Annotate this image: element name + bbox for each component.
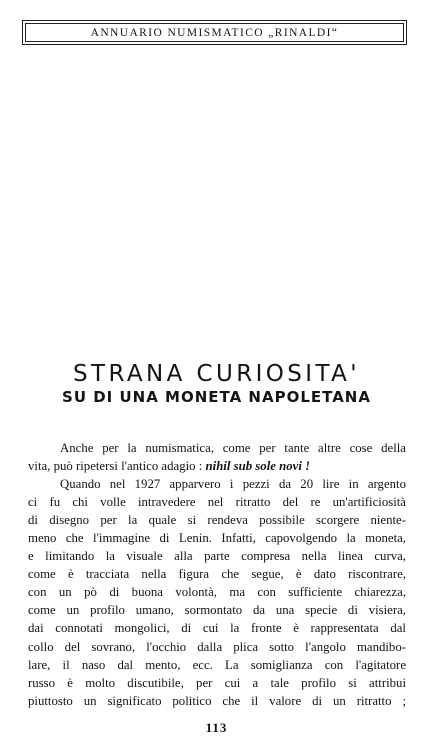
body-line: Anche per la numismatica, come per tante altre cose della — [60, 441, 406, 455]
body-line: meno che l'immagine di Lenin. Infatti, capovolgendo la moneta, — [28, 531, 406, 546]
body-line: dai connotati mongolici, di cui la fronte è rappresentata dal — [28, 621, 406, 636]
body-line: russo è molto discutibile, per cui a tale profilo si attribui — [28, 675, 406, 690]
running-head-frame — [22, 20, 407, 45]
body-line-text: vita, può ripetersi l'antico adagio : — [28, 459, 203, 474]
article-body — [28, 439, 406, 710]
body-line — [28, 457, 406, 475]
body-line: lare, il naso dal mento, ecc. La somiglianza con l'agitatore — [28, 657, 406, 672]
page-number: 113 — [205, 720, 228, 735]
latin-motto: nihil sub sole novi ! — [205, 459, 311, 474]
body-line: e limitando la visuale alla parte compresa nella linea curva, — [28, 549, 406, 564]
running-head: ANNUARIO NUMISMATICO „RINALDI“ — [90, 26, 339, 39]
article-title: STRANA CURIOSITA' — [73, 361, 360, 387]
body-line: con un pò di buona volontà, ma con sufficiente chiarezza, — [28, 585, 406, 600]
body-line: piuttosto un significato politico che il valore di un ritratto ; — [28, 693, 406, 708]
body-line: ci fu chi volle intravedere nel ritratto del re un'artificiosità — [28, 495, 406, 510]
body-line: collo del sovrano, l'occhio dalla plica sotto l'angolo mandibo- — [28, 639, 406, 654]
body-line: come un profilo umano, sormontato da una specie di visiera, — [28, 603, 406, 618]
article-subtitle: SU DI UNA MONETA NAPOLETANA — [62, 388, 371, 406]
body-line: come è tracciata nella figura che segue, è dato riscontrare, — [28, 567, 406, 582]
body-line: Quando nel 1927 apparvero i pezzi da 20 lire in argento — [60, 477, 406, 492]
body-line: di disegno per la quale si rendeva possibile scorgere niente- — [28, 513, 406, 528]
